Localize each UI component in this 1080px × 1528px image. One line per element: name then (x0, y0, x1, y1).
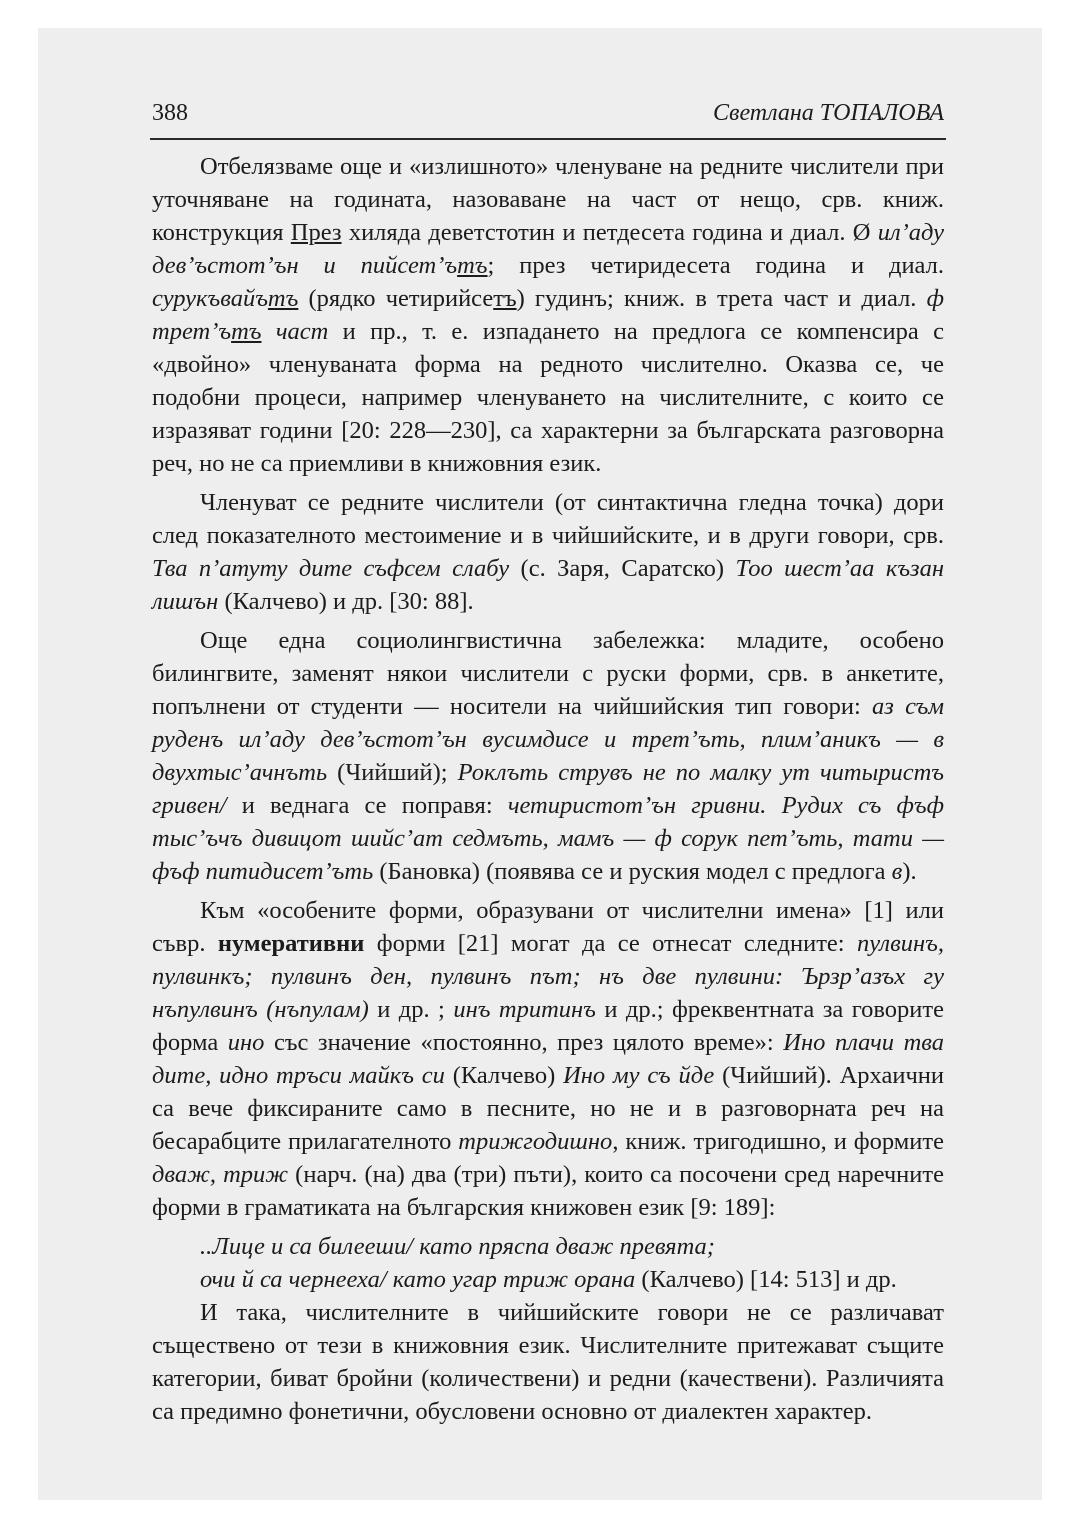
running-head-author: Светлана ТОПАЛОВА (713, 100, 944, 126)
text-span: (Калчево) [14: 513] и др. (635, 1266, 897, 1293)
text-span: , книж. тригодишно, и формите (612, 1128, 944, 1155)
dialect-example: аз съм руденъ ил’аду дев’ъстот’ън вусимдисе и трет’ъть, плим’аникъ — в двухтыс’ачнъть (152, 693, 944, 786)
body-text (152, 150, 944, 1434)
paragraph-3 (152, 624, 944, 888)
text-span: и пр., т. е. изпадането на предлога се компенсира с «двойно» членуваната форма на редното числително. Оказва се, че подобни процеси, например членуването на числителните, с които се изразяват години [20: 228—230], са характерни за българската разговорна реч, но не са приемливи в книжовния език. (152, 318, 944, 477)
underlined-word: През (290, 219, 342, 246)
dialect-example: сурукъвайъ (152, 285, 268, 312)
dialect-example: ил’аду дев’ъстот’ън и пийсет’ъ (152, 219, 944, 279)
dialect-example: пулвинъ, пулвинкъ; пулвинъ ден, пулвинъ път; нъ две пулвини: Ързр’азъх гу нъпулвинъ (нъпулам) (152, 930, 944, 1023)
bold-term: нумеративни (217, 930, 365, 957)
verse-quote-line-1 (152, 1230, 944, 1263)
dialect-example: ф трет’ъ (152, 285, 944, 345)
underlined-ending: тъ (231, 318, 262, 345)
text-span: и др.; фреквентната за говорите форма (152, 996, 944, 1056)
page-number: 388 (152, 100, 188, 126)
paragraph-5: И така, числителните в чийшийските говори не се различават съществено от тези в книжовния език. Числителните притежават същите категории, биват бройни (количествени) и редни (качествени). Различията са предимно фонетични, обусловени основно от диалектен характер. (152, 1299, 944, 1425)
text-span: и веднага се поправя: (226, 792, 508, 819)
text-span: хиляда деветстотин и петдесета година и диал. Ø (341, 219, 878, 246)
underlined-ending: тъ (267, 285, 299, 312)
dialect-example: ино (227, 1029, 265, 1056)
verse-text: ..Лице и са билееши/ като пряспа дваж превята; (200, 1233, 715, 1260)
paragraph-2 (152, 486, 944, 618)
text-span: (рядко четирийсе (298, 285, 494, 312)
text-span: със значение «постоянно, през цялото време»: (264, 1029, 784, 1056)
dialect-example: Ино плачи тва дите, идно тръси майкъ си (152, 1029, 944, 1089)
verse-quote-line-2 (152, 1263, 944, 1296)
header-rule (150, 138, 946, 140)
dialect-example: в (891, 858, 903, 885)
dialect-example: трижгодишно (458, 1128, 613, 1155)
paragraph-1 (152, 150, 944, 480)
text-span: Още една социолингвистична забележка: младите, особено билингвите, заменят някои числители с руски форми, срв. в анкетите, попълнени от студенти — носители на чийшийския тип говори: (152, 627, 944, 720)
underlined-ending: тъ (493, 285, 517, 312)
dialect-example: Роклъть струвъ не по малку ут читыристъ гривен/ (152, 759, 944, 819)
dialect-example: Тва п’атуту дите съфсем слабу (152, 555, 510, 582)
text-span: (нарч. (на) два (три) пъти), които са посочени сред наречните форми в граматиката на българския книжовен език [9: 189]: (152, 1161, 944, 1221)
text-span: (Бановка) (появява се и руския модел с предлога (373, 858, 892, 885)
text-span: (Чийший); (327, 759, 458, 786)
dialect-example: дваж, триж (152, 1161, 289, 1188)
text-span: Отбелязваме още и «излишното» членуване на редните числители при уточняване на годината, назоваване на част от нещо, срв. книж. конструкция (152, 153, 944, 246)
dialect-example: инъ тритинъ (453, 996, 596, 1023)
dialect-example: Ино му съ йде (563, 1062, 715, 1089)
text-span: (Калчево) и др. [30: 88]. (218, 588, 474, 615)
paragraph-4 (152, 894, 944, 1224)
verse-text: очи й са чернееха/ като угар триж орана (200, 1266, 636, 1293)
text-span: Членуват се редните числители (от синтактична гледна точка) дори след показателното местоимение и в чийшийските, и в други говори, срв. (152, 489, 944, 549)
text-span: ) гудинъ; книж. в трета част и диал. (516, 285, 927, 312)
underlined-ending: тъ (457, 252, 488, 279)
text-span: Към «особените форми, образувани от числителни имена» [1] или съвр. (152, 897, 944, 957)
text-span: ). (902, 858, 917, 885)
text-span: (с. Заря, Саратско) (509, 555, 736, 582)
running-header (152, 100, 944, 138)
text-span: и др. ; (368, 996, 454, 1023)
text-span: (Калчево) (444, 1062, 564, 1089)
text-span: (Чийший). Архаични са вече фиксираните само в песните, но не и в разговорната реч на бесарабците прилагателното (152, 1062, 944, 1155)
text-span: ; през четиридесета година и диал. (487, 252, 944, 279)
dialect-example: четиристот’ън гривни. Рудих съ фъф тыс’ъчъ дивицот шийс’ат седмъть, мамъ — ф сорук пет’ъть, тати — фъф питидисет’ъть (152, 792, 944, 885)
text-span: форми [21] могат да се отнесат следните: (364, 930, 857, 957)
dialect-example: Тоо шест’аа къзан лишън (152, 555, 944, 615)
dialect-example: част (261, 318, 329, 345)
